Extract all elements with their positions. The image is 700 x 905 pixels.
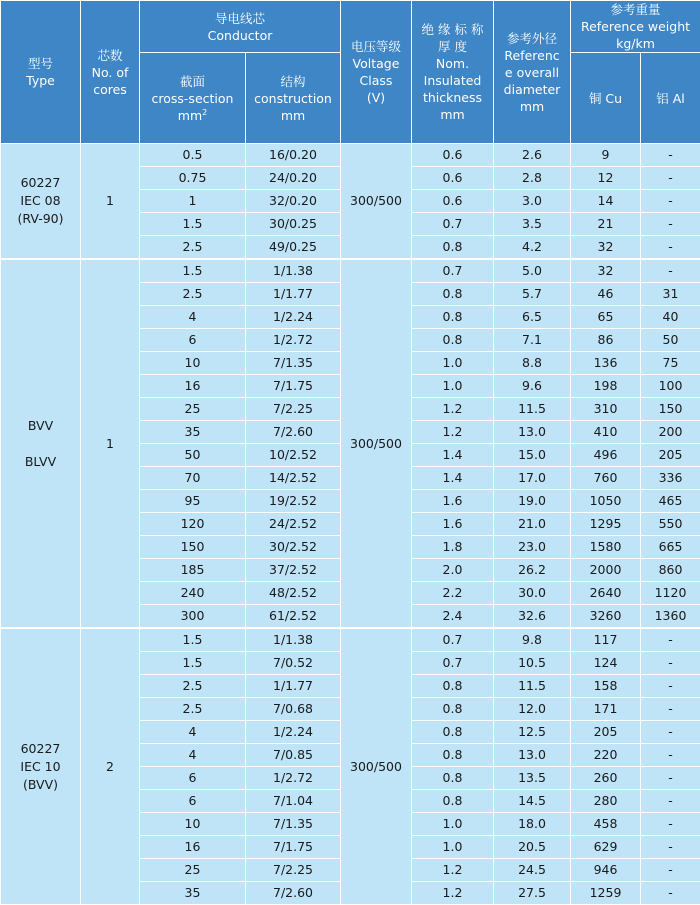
diameter-cell: 20.5	[494, 836, 571, 859]
al-weight-cell: 860	[641, 559, 700, 582]
cu-weight-cell: 198	[571, 375, 641, 398]
header-al: 铝 Al	[641, 53, 700, 144]
construction-cell: 7/0.85	[246, 744, 341, 767]
table-body	[1, 144, 700, 905]
construction-cell: 1/2.24	[246, 721, 341, 744]
section-cell: 6	[140, 329, 246, 352]
construction-cell: 14/2.52	[246, 467, 341, 490]
al-weight-cell: -	[641, 882, 700, 905]
header-cu: 铜 Cu	[571, 53, 641, 144]
header-cores: 芯数 No. of cores	[81, 1, 140, 144]
section-cell: 4	[140, 744, 246, 767]
cu-weight-cell: 205	[571, 721, 641, 744]
diameter-cell: 6.5	[494, 306, 571, 329]
construction-cell: 7/1.35	[246, 352, 341, 375]
type-line: 60227	[1, 740, 80, 758]
cores-cell: 2	[81, 628, 140, 905]
thickness-cell: 0.6	[412, 190, 494, 213]
construction-cell: 19/2.52	[246, 490, 341, 513]
al-weight-cell: -	[641, 744, 700, 767]
diameter-cell: 5.0	[494, 259, 571, 283]
thickness-cell: 0.8	[412, 698, 494, 721]
thickness-cell: 0.6	[412, 167, 494, 190]
thickness-cell: 1.4	[412, 467, 494, 490]
cu-weight-cell: 260	[571, 767, 641, 790]
construction-cell: 7/2.25	[246, 859, 341, 882]
section-cell: 240	[140, 582, 246, 605]
thickness-cell: 0.8	[412, 675, 494, 698]
diameter-cell: 17.0	[494, 467, 571, 490]
construction-cell: 1/1.38	[246, 259, 341, 283]
section-cell: 70	[140, 467, 246, 490]
diameter-cell: 4.2	[494, 236, 571, 260]
diameter-cell: 30.0	[494, 582, 571, 605]
cu-weight-cell: 310	[571, 398, 641, 421]
cu-weight-cell: 136	[571, 352, 641, 375]
al-weight-cell: 200	[641, 421, 700, 444]
diameter-cell: 18.0	[494, 813, 571, 836]
al-weight-cell: 150	[641, 398, 700, 421]
type-cell	[1, 259, 81, 628]
cu-weight-cell: 2000	[571, 559, 641, 582]
diameter-cell: 14.5	[494, 790, 571, 813]
al-weight-cell: 465	[641, 490, 700, 513]
thickness-cell: 0.8	[412, 236, 494, 260]
al-weight-cell: -	[641, 767, 700, 790]
construction-cell: 10/2.52	[246, 444, 341, 467]
section-cell: 300	[140, 605, 246, 629]
construction-cell: 1/1.77	[246, 283, 341, 306]
section-cell: 35	[140, 882, 246, 905]
thickness-cell: 2.2	[412, 582, 494, 605]
al-weight-cell: 40	[641, 306, 700, 329]
diameter-cell: 23.0	[494, 536, 571, 559]
construction-cell: 1/2.72	[246, 767, 341, 790]
al-weight-cell: 50	[641, 329, 700, 352]
section-cell: 16	[140, 836, 246, 859]
al-weight-cell: -	[641, 259, 700, 283]
cu-weight-cell: 496	[571, 444, 641, 467]
al-weight-cell: 550	[641, 513, 700, 536]
header-cross-section: 截面 cross-section $mm^2$	[140, 53, 246, 144]
cu-weight-cell: 629	[571, 836, 641, 859]
al-weight-cell: 31	[641, 283, 700, 306]
construction-cell: 7/2.60	[246, 421, 341, 444]
cu-weight-cell: 21	[571, 213, 641, 236]
diameter-cell: 7.1	[494, 329, 571, 352]
cu-weight-cell: 124	[571, 652, 641, 675]
section-cell: 16	[140, 375, 246, 398]
thickness-cell: 1.6	[412, 490, 494, 513]
construction-cell: 24/0.20	[246, 167, 341, 190]
header-diameter: 参考外径 Referenc e overall diameter mm	[494, 1, 571, 144]
diameter-cell: 2.6	[494, 144, 571, 167]
diameter-cell: 9.8	[494, 628, 571, 652]
diameter-cell: 24.5	[494, 859, 571, 882]
diameter-cell: 27.5	[494, 882, 571, 905]
thickness-cell: 0.8	[412, 767, 494, 790]
table-row	[1, 628, 700, 652]
type-line	[1, 435, 80, 453]
voltage-cell: 300/500	[341, 144, 412, 260]
thickness-cell: 1.0	[412, 836, 494, 859]
section-cell: 2.5	[140, 236, 246, 260]
thickness-cell: 1.0	[412, 813, 494, 836]
construction-cell: 1/2.24	[246, 306, 341, 329]
thickness-cell: 2.4	[412, 605, 494, 629]
cu-weight-cell: 171	[571, 698, 641, 721]
diameter-cell: 11.5	[494, 675, 571, 698]
section-cell: 1.5	[140, 652, 246, 675]
diameter-cell: 13.0	[494, 744, 571, 767]
section-cell: 10	[140, 813, 246, 836]
al-weight-cell: -	[641, 652, 700, 675]
cu-weight-cell: 117	[571, 628, 641, 652]
construction-cell: 7/1.75	[246, 836, 341, 859]
al-weight-cell: -	[641, 167, 700, 190]
cu-weight-cell: 1295	[571, 513, 641, 536]
type-line: BVV	[1, 417, 80, 435]
thickness-cell: 0.8	[412, 306, 494, 329]
thickness-cell: 1.4	[412, 444, 494, 467]
diameter-cell: 3.0	[494, 190, 571, 213]
type-line: (RV-90)	[1, 210, 80, 228]
section-cell: 6	[140, 790, 246, 813]
diameter-cell: 32.6	[494, 605, 571, 629]
cu-weight-cell: 280	[571, 790, 641, 813]
cu-weight-cell: 12	[571, 167, 641, 190]
section-cell: 150	[140, 536, 246, 559]
thickness-cell: 1.2	[412, 398, 494, 421]
al-weight-cell: -	[641, 859, 700, 882]
thickness-cell: 1.2	[412, 859, 494, 882]
section-cell: 1.5	[140, 628, 246, 652]
section-cell: 4	[140, 306, 246, 329]
thickness-cell: 1.8	[412, 536, 494, 559]
table-row	[1, 259, 700, 283]
diameter-cell: 12.0	[494, 698, 571, 721]
construction-cell: 24/2.52	[246, 513, 341, 536]
cu-weight-cell: 3260	[571, 605, 641, 629]
thickness-cell: 0.8	[412, 283, 494, 306]
construction-cell: 49/0.25	[246, 236, 341, 260]
cu-weight-cell: 458	[571, 813, 641, 836]
header-voltage: 电压等级 Voltage Class (V)	[341, 1, 412, 144]
section-cell: 185	[140, 559, 246, 582]
type-line: IEC 08	[1, 192, 80, 210]
al-weight-cell: -	[641, 790, 700, 813]
diameter-cell: 9.6	[494, 375, 571, 398]
al-weight-cell: 100	[641, 375, 700, 398]
thickness-cell: 0.7	[412, 652, 494, 675]
cu-weight-cell: 65	[571, 306, 641, 329]
header-type: 型号 Type	[1, 1, 81, 144]
diameter-cell: 13.5	[494, 767, 571, 790]
cu-weight-cell: 410	[571, 421, 641, 444]
diameter-cell: 8.8	[494, 352, 571, 375]
thickness-cell: 0.7	[412, 628, 494, 652]
table-header	[1, 1, 700, 144]
header-thickness: 绝 缘 标 称 厚 度 Nom. Insulated thickness mm	[412, 1, 494, 144]
thickness-cell: 0.8	[412, 744, 494, 767]
construction-cell: 48/2.52	[246, 582, 341, 605]
header-construction: 结构 construction mm	[246, 53, 341, 144]
header-weight: 参考重量 Reference weight kg/km	[571, 1, 700, 53]
thickness-cell: 0.8	[412, 790, 494, 813]
al-weight-cell: -	[641, 698, 700, 721]
construction-cell: 16/0.20	[246, 144, 341, 167]
construction-cell: 7/1.04	[246, 790, 341, 813]
diameter-cell: 26.2	[494, 559, 571, 582]
section-cell: 25	[140, 398, 246, 421]
type-line: IEC 10	[1, 758, 80, 776]
al-weight-cell: -	[641, 213, 700, 236]
thickness-cell: 1.2	[412, 882, 494, 905]
al-weight-cell: 336	[641, 467, 700, 490]
al-weight-cell: -	[641, 144, 700, 167]
cu-weight-cell: 1259	[571, 882, 641, 905]
construction-cell: 7/1.75	[246, 375, 341, 398]
construction-cell: 1/1.38	[246, 628, 341, 652]
section-cell: 1.5	[140, 259, 246, 283]
al-weight-cell: -	[641, 236, 700, 260]
construction-cell: 1/1.77	[246, 675, 341, 698]
al-weight-cell: 665	[641, 536, 700, 559]
cores-cell: 1	[81, 144, 140, 260]
section-cell: 0.5	[140, 144, 246, 167]
diameter-cell: 12.5	[494, 721, 571, 744]
section-cell: 2.5	[140, 675, 246, 698]
al-weight-cell: -	[641, 721, 700, 744]
thickness-cell: 1.0	[412, 352, 494, 375]
al-weight-cell: -	[641, 628, 700, 652]
construction-cell: 7/0.52	[246, 652, 341, 675]
section-cell: 4	[140, 721, 246, 744]
cu-weight-cell: 760	[571, 467, 641, 490]
type-line: (BVV)	[1, 776, 80, 794]
cu-weight-cell: 32	[571, 236, 641, 260]
type-cell	[1, 628, 81, 905]
section-cell: 95	[140, 490, 246, 513]
construction-cell: 32/0.20	[246, 190, 341, 213]
section-cell: 6	[140, 767, 246, 790]
construction-cell: 1/2.72	[246, 329, 341, 352]
voltage-cell: 300/500	[341, 259, 412, 628]
section-cell: 2.5	[140, 698, 246, 721]
thickness-cell: 0.8	[412, 329, 494, 352]
cu-weight-cell: 1580	[571, 536, 641, 559]
construction-cell: 7/2.25	[246, 398, 341, 421]
section-cell: 50	[140, 444, 246, 467]
cu-weight-cell: 9	[571, 144, 641, 167]
diameter-cell: 13.0	[494, 421, 571, 444]
construction-cell: 7/0.68	[246, 698, 341, 721]
type-line: BLVV	[1, 453, 80, 471]
cu-weight-cell: 32	[571, 259, 641, 283]
thickness-cell: 2.0	[412, 559, 494, 582]
type-cell	[1, 144, 81, 260]
type-line: 60227	[1, 174, 80, 192]
cu-weight-cell: 14	[571, 190, 641, 213]
al-weight-cell: 75	[641, 352, 700, 375]
section-cell: 2.5	[140, 283, 246, 306]
diameter-cell: 19.0	[494, 490, 571, 513]
thickness-cell: 1.6	[412, 513, 494, 536]
diameter-cell: 5.7	[494, 283, 571, 306]
construction-cell: 7/2.60	[246, 882, 341, 905]
al-weight-cell: 1360	[641, 605, 700, 629]
al-weight-cell: 205	[641, 444, 700, 467]
diameter-cell: 3.5	[494, 213, 571, 236]
section-cell: 0.75	[140, 167, 246, 190]
al-weight-cell: -	[641, 813, 700, 836]
thickness-cell: 0.7	[412, 213, 494, 236]
construction-cell: 7/1.35	[246, 813, 341, 836]
construction-cell: 37/2.52	[246, 559, 341, 582]
section-cell: 10	[140, 352, 246, 375]
al-weight-cell: 1120	[641, 582, 700, 605]
voltage-cell: 300/500	[341, 628, 412, 905]
al-weight-cell: -	[641, 190, 700, 213]
cu-weight-cell: 220	[571, 744, 641, 767]
thickness-cell: 0.6	[412, 144, 494, 167]
thickness-cell: 1.2	[412, 421, 494, 444]
section-cell: 1	[140, 190, 246, 213]
cu-weight-cell: 86	[571, 329, 641, 352]
al-weight-cell: -	[641, 836, 700, 859]
cu-weight-cell: 158	[571, 675, 641, 698]
diameter-cell: 21.0	[494, 513, 571, 536]
cu-weight-cell: 46	[571, 283, 641, 306]
cu-weight-cell: 2640	[571, 582, 641, 605]
cu-weight-cell: 946	[571, 859, 641, 882]
thickness-cell: 1.0	[412, 375, 494, 398]
al-weight-cell: -	[641, 675, 700, 698]
section-cell: 120	[140, 513, 246, 536]
section-cell: 1.5	[140, 213, 246, 236]
diameter-cell: 11.5	[494, 398, 571, 421]
construction-cell: 30/0.25	[246, 213, 341, 236]
thickness-cell: 0.8	[412, 721, 494, 744]
cu-weight-cell: 1050	[571, 490, 641, 513]
diameter-cell: 15.0	[494, 444, 571, 467]
cores-cell: 1	[81, 259, 140, 628]
construction-cell: 61/2.52	[246, 605, 341, 629]
diameter-cell: 2.8	[494, 167, 571, 190]
thickness-cell: 0.7	[412, 259, 494, 283]
table-row	[1, 144, 700, 167]
construction-cell: 30/2.52	[246, 536, 341, 559]
diameter-cell: 10.5	[494, 652, 571, 675]
section-cell: 25	[140, 859, 246, 882]
section-cell: 35	[140, 421, 246, 444]
header-conductor: 导电线芯 Conductor	[140, 1, 341, 53]
